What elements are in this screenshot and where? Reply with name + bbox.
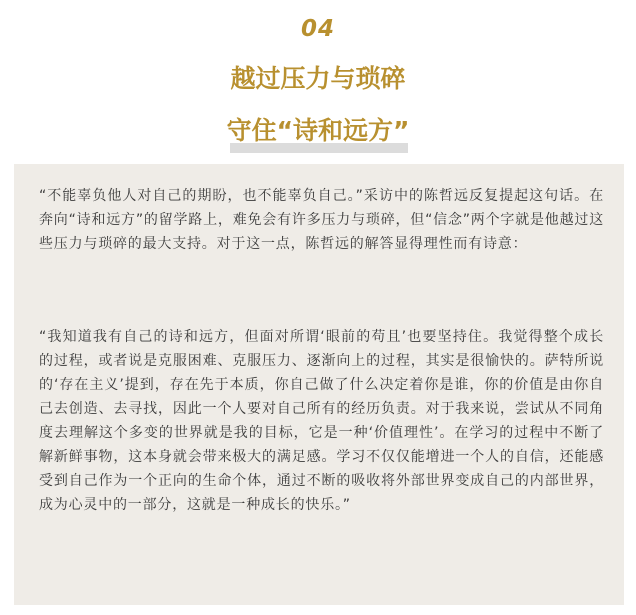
body-paragraph-1: “不能辜负他人对自己的期盼，也不能辜负自己。”采访中的陈哲远反复提起这句话。在奔向“诗和远方”的留学路上，难免会有许多压力与琐碎，但“信念”两个字就是他越过这些压力与琐碎的最大支持。对于这一点，陈哲远的解答显得理性而有诗意： bbox=[39, 188, 605, 252]
quote-content-box bbox=[14, 164, 624, 605]
section-title-line-2: 守住“诗和远方” bbox=[226, 116, 410, 145]
section-title-line-1: 越过压力与琐碎 bbox=[230, 64, 406, 93]
body-paragraph-2: “我知道我有自己的诗和远方，但面对所谓‘眼前的苟且’也要坚持住。我觉得整个成长的过程，或者说是克服困难、克服压力、逐渐向上的过程，其实是很愉快的。萨特所说的‘存在主义’提到，存在先于本质，你自己做了什么决定着你是谁，你的价值是由你自己去创造、去寻找，因此一个人要对自己所有的经历负责。对于我来说，尝试从不同角度去理解这个多变的世界就是我的目标，它是一种‘价值理性’。在学习的过程中不断了解新鲜事物，这本身就会带来极大的满足感。学习不仅仅能增进一个人的自信，还能感受到自己作为一个正向的生命个体，通过不断的吸收将外部世界变成自己的内部世界，成为心灵中的一部分，这就是一种成长的快乐。” bbox=[39, 329, 604, 513]
section-number: 04 bbox=[300, 16, 335, 42]
